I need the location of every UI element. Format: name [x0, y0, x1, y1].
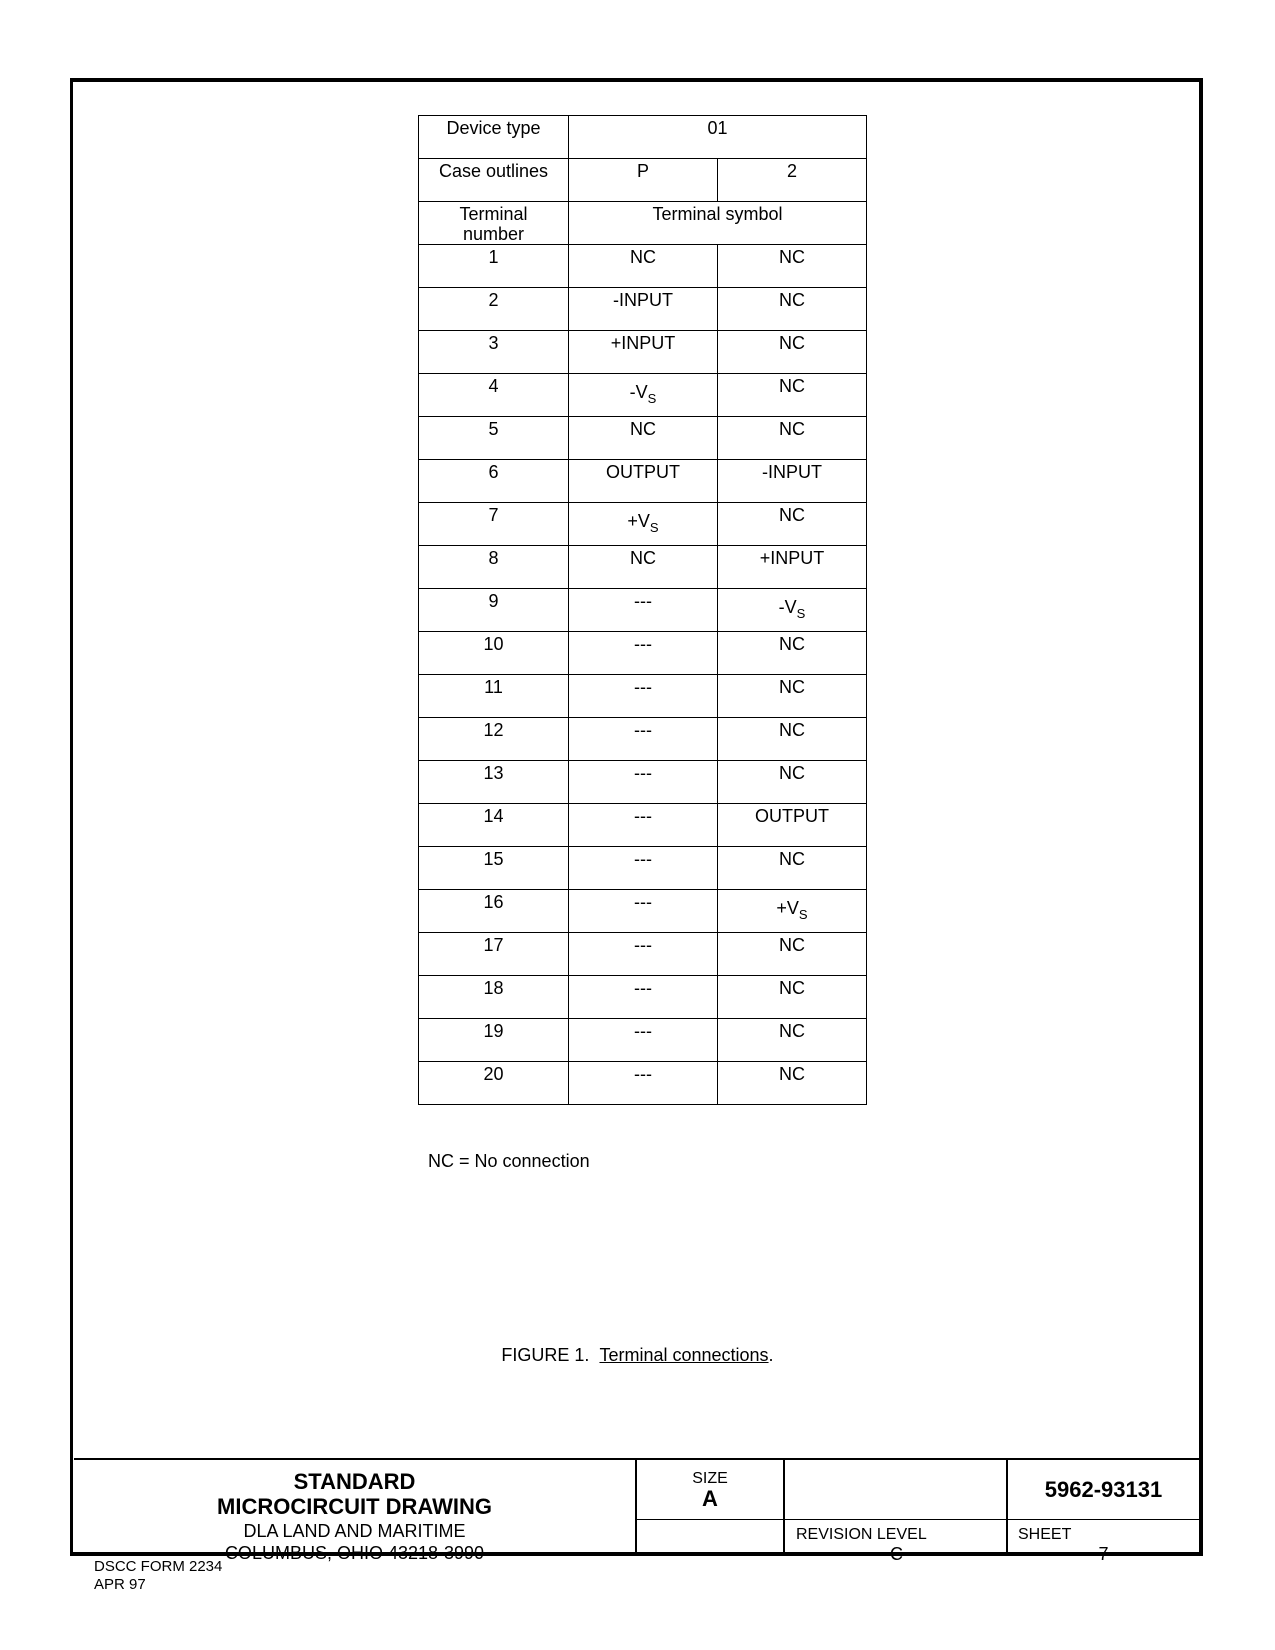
terminal-symbol-case-p-text: --- [634, 634, 652, 654]
terminal-number [419, 761, 569, 804]
table-row [419, 675, 867, 718]
terminal-symbol-case-2 [718, 675, 867, 718]
terminal-symbol-case-p [569, 847, 718, 890]
terminal-number [419, 976, 569, 1019]
terminal-symbol-case-p [569, 1062, 718, 1105]
table-row [419, 331, 867, 374]
terminal-symbol-case-p [569, 546, 718, 589]
form-number: DSCC FORM 2234 [94, 1558, 223, 1575]
terminal-number [419, 1019, 569, 1062]
table-row [419, 589, 867, 632]
terminal-symbol-case-p-text: --- [634, 763, 652, 783]
terminal-number-text: 13 [483, 763, 504, 783]
terminal-symbol-case-p-text: --- [634, 591, 652, 611]
terminal-symbol-case-p [569, 761, 718, 804]
terminal-symbol-case-2-text: OUTPUT [755, 806, 829, 826]
terminal-rows [419, 245, 867, 1105]
terminal-symbol-case-2 [718, 804, 867, 847]
terminal-number-label [419, 202, 569, 245]
terminal-symbol-case-2-text: NC [779, 419, 805, 439]
terminal-number-text: 6 [488, 462, 499, 482]
terminal-symbol-case-2-text: -V [778, 597, 797, 617]
form-identifier [94, 1558, 222, 1594]
sheet-label: SHEET [1018, 1526, 1072, 1543]
revision-cell [785, 1520, 1008, 1564]
size-cell [637, 1460, 785, 1520]
terminal-symbol-case-2-text: NC [779, 763, 805, 783]
terminal-number [419, 589, 569, 632]
table-row [419, 718, 867, 761]
size-label: SIZE [692, 1470, 728, 1487]
terminal-number [419, 890, 569, 933]
terminal-symbol-case-2 [718, 589, 867, 632]
figure-caption-prefix: FIGURE 1. [501, 1345, 590, 1365]
terminal-symbol-case-2 [718, 331, 867, 374]
terminal-connections-table [418, 115, 867, 1105]
table-row [419, 1062, 867, 1105]
terminal-number [419, 460, 569, 503]
terminal-symbol-case-2 [718, 245, 867, 288]
terminal-symbol-case-p-text: NC [630, 247, 656, 267]
table-row [419, 503, 867, 546]
terminal-symbol-case-2-text: +INPUT [759, 548, 825, 568]
table-row [419, 374, 867, 417]
title-block-agency [74, 1460, 637, 1563]
blank-cell-top [785, 1460, 1008, 1520]
table-row [419, 890, 867, 933]
terminal-symbol-case-p [569, 890, 718, 933]
terminal-symbol-case-p [569, 417, 718, 460]
terminal-symbol-case-2 [718, 288, 867, 331]
terminal-number [419, 374, 569, 417]
figure-caption-title: Terminal connections [599, 1345, 769, 1365]
title-agency-name: DLA LAND AND MARITIME [243, 1521, 466, 1541]
terminal-symbol-case-p [569, 331, 718, 374]
terminal-symbol-case-p-text: --- [634, 892, 652, 912]
size-value: A [702, 1486, 718, 1511]
terminal-symbol-case-p-text: OUTPUT [606, 462, 680, 482]
terminal-number-text: 1 [488, 247, 499, 267]
table-row [419, 460, 867, 503]
terminal-number-text: 3 [488, 333, 499, 353]
terminal-symbol-case-p [569, 718, 718, 761]
terminal-symbol-case-p-text: -V [629, 382, 648, 402]
terminal-symbol-case-2-text: NC [779, 634, 805, 654]
terminal-symbol-case-p [569, 374, 718, 417]
terminal-symbol-case-2 [718, 417, 867, 460]
terminal-number [419, 847, 569, 890]
terminal-number-text: 8 [488, 548, 499, 568]
terminal-symbol-case-2-subscript: S [798, 907, 808, 922]
terminal-symbol-case-p [569, 245, 718, 288]
terminal-symbol-case-2-text: NC [779, 849, 805, 869]
table-row [419, 546, 867, 589]
device-type-row [419, 116, 867, 159]
terminal-number [419, 417, 569, 460]
terminal-symbol-case-2-text: NC [779, 505, 805, 525]
terminal-symbol-case-2-text: NC [779, 677, 805, 697]
terminal-header-row [419, 202, 867, 245]
terminal-number-text: 18 [483, 978, 504, 998]
terminal-number-text: 17 [483, 935, 504, 955]
terminal-symbol-case-p-text: --- [634, 677, 652, 697]
terminal-symbol-case-2-text: -INPUT [762, 462, 822, 482]
terminal-number-text: 14 [483, 806, 504, 826]
table-row [419, 933, 867, 976]
terminal-symbol-case-2-text: NC [779, 333, 805, 353]
terminal-symbol-case-2-text: NC [779, 376, 805, 396]
terminal-number [419, 245, 569, 288]
terminal-symbol-case-p [569, 804, 718, 847]
sheet-value: 7 [1098, 1544, 1109, 1564]
terminal-number-label-line2: number [462, 224, 525, 244]
terminal-symbol-case-p-text: --- [634, 720, 652, 740]
device-type-label: Device type [419, 116, 569, 159]
table-row [419, 417, 867, 460]
terminal-symbol-case-p-subscript: S [647, 391, 657, 406]
terminal-number-text: 5 [488, 419, 499, 439]
terminal-symbol-case-2-text: NC [779, 1021, 805, 1041]
terminal-number-text: 15 [483, 849, 504, 869]
terminal-symbol-case-p [569, 1019, 718, 1062]
terminal-symbol-case-p [569, 632, 718, 675]
terminal-number [419, 546, 569, 589]
terminal-number-label-line1: Terminal [459, 204, 528, 224]
terminal-symbol-case-p [569, 933, 718, 976]
case-outline-p: P [569, 159, 718, 202]
title-standard: STANDARD [293, 1469, 416, 1494]
table-row [419, 976, 867, 1019]
terminal-number [419, 933, 569, 976]
terminal-symbol-case-2 [718, 632, 867, 675]
terminal-symbol-case-p-subscript: S [649, 520, 659, 535]
terminal-symbol-case-2-text: NC [779, 720, 805, 740]
terminal-symbol-label: Terminal symbol [569, 202, 867, 245]
terminal-symbol-case-2-text: +V [776, 898, 799, 918]
terminal-symbol-case-2 [718, 933, 867, 976]
terminal-symbol-case-2 [718, 374, 867, 417]
terminal-symbol-case-p-text: --- [634, 935, 652, 955]
table-row [419, 847, 867, 890]
terminal-symbol-case-p-text: --- [634, 849, 652, 869]
terminal-number [419, 503, 569, 546]
table-row [419, 245, 867, 288]
terminal-symbol-case-p [569, 288, 718, 331]
terminal-symbol-case-p [569, 675, 718, 718]
terminal-symbol-case-2-text: NC [779, 247, 805, 267]
terminal-symbol-case-2 [718, 503, 867, 546]
figure-caption-suffix: . [768, 1345, 774, 1365]
table-row [419, 1019, 867, 1062]
terminal-symbol-case-p-text: -INPUT [613, 290, 673, 310]
revision-value: C [890, 1544, 903, 1564]
terminal-symbol-case-2 [718, 976, 867, 1019]
drawing-number: 5962-93131 [1008, 1460, 1199, 1520]
terminal-number [419, 718, 569, 761]
terminal-symbol-case-p-text: NC [630, 419, 656, 439]
terminal-symbol-case-2 [718, 1062, 867, 1105]
terminal-symbol-case-2 [718, 847, 867, 890]
terminal-number-text: 20 [483, 1064, 504, 1084]
terminal-symbol-case-p-text: --- [634, 978, 652, 998]
terminal-number-text: 7 [488, 505, 499, 525]
terminal-number [419, 1062, 569, 1105]
terminal-number-text: 2 [488, 290, 499, 310]
revision-label: REVISION LEVEL [796, 1526, 927, 1543]
case-outline-2: 2 [718, 159, 867, 202]
terminal-symbol-case-2 [718, 890, 867, 933]
terminal-number [419, 804, 569, 847]
terminal-symbol-case-2-text: NC [779, 1064, 805, 1084]
terminal-number-text: 16 [483, 892, 504, 912]
terminal-symbol-case-2-subscript: S [796, 606, 806, 621]
terminal-symbol-case-p [569, 589, 718, 632]
table-row [419, 288, 867, 331]
terminal-number [419, 288, 569, 331]
blank-cell-bottom [637, 1520, 785, 1554]
device-type-value: 01 [569, 116, 867, 159]
table-row [419, 804, 867, 847]
terminal-number-text: 10 [483, 634, 504, 654]
form-date: APR 97 [94, 1576, 146, 1593]
terminal-symbol-case-2 [718, 460, 867, 503]
title-agency-address: COLUMBUS, OHIO 43218-3990 [224, 1543, 485, 1563]
terminal-symbol-case-2-text: NC [779, 935, 805, 955]
terminal-symbol-case-2-text: NC [779, 978, 805, 998]
terminal-number [419, 331, 569, 374]
terminal-symbol-case-2 [718, 1019, 867, 1062]
terminal-symbol-case-p [569, 503, 718, 546]
table-row [419, 632, 867, 675]
terminal-symbol-case-p [569, 976, 718, 1019]
terminal-symbol-case-p [569, 460, 718, 503]
terminal-number-text: 11 [484, 677, 503, 697]
terminal-symbol-case-p-text: +V [627, 511, 650, 531]
terminal-number [419, 632, 569, 675]
terminal-number [419, 675, 569, 718]
nc-note: NC = No connection [428, 1151, 590, 1171]
case-outlines-row [419, 159, 867, 202]
terminal-number-text: 12 [483, 720, 504, 740]
table-row [419, 761, 867, 804]
terminal-number-text: 19 [483, 1021, 504, 1041]
terminal-symbol-case-2-text: NC [779, 290, 805, 310]
terminal-symbol-case-p-text: +INPUT [610, 333, 676, 353]
terminal-symbol-case-2 [718, 761, 867, 804]
sheet-cell [1008, 1520, 1199, 1564]
terminal-symbol-case-p-text: NC [630, 548, 656, 568]
terminal-symbol-case-p-text: --- [634, 1021, 652, 1041]
terminal-symbol-case-2 [718, 546, 867, 589]
title-microcircuit-drawing: MICROCIRCUIT DRAWING [217, 1494, 492, 1519]
terminal-symbol-case-p-text: --- [634, 806, 652, 826]
case-outlines-label: Case outlines [419, 159, 569, 202]
figure-caption [0, 1345, 1275, 1366]
title-block [74, 1458, 1199, 1564]
terminal-symbol-case-p-text: --- [634, 1064, 652, 1084]
terminal-number-text: 4 [488, 376, 499, 396]
terminal-number-text: 9 [488, 591, 499, 611]
terminal-symbol-case-2 [718, 718, 867, 761]
